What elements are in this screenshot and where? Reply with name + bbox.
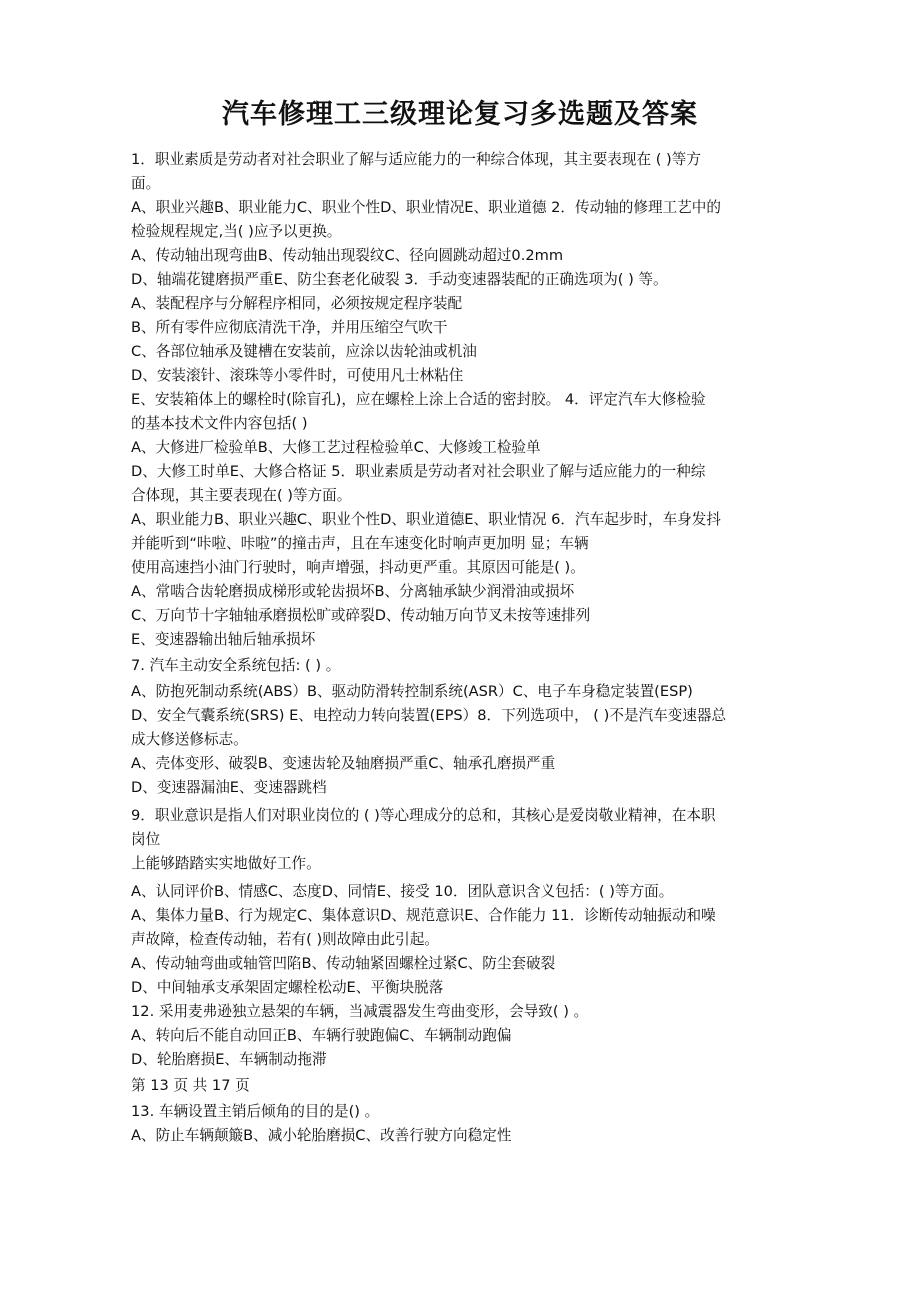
text-line: 的基本技术文件内容包括( ) <box>131 415 308 432</box>
text-line: D、变速器漏油E、变速器跳档 <box>131 779 327 796</box>
text-line: A、壳体变形、破裂B、变速齿轮及轴磨损严重C、轴承孔磨损严重 <box>131 755 556 772</box>
text-line: 使用高速挡小油门行驶时，响声增强，抖动更严重。其原因可能是( )。 <box>131 559 585 576</box>
text-line: 13. 车辆设置主销后倾角的目的是() 。 <box>131 1103 380 1120</box>
text-line: E、变速器输出轴后轴承损坏 <box>131 631 316 648</box>
text-line: D、轴端花键磨损严重E、防尘套老化破裂 3．手动变速器装配的正确选项为( ) 等。 <box>131 271 668 288</box>
text-line: D、大修工时单E、大修合格证 5．职业素质是劳动者对社会职业了解与适应能力的一种综 <box>131 463 706 480</box>
text-line: C、万向节十字轴轴承磨损松旷或碎裂D、传动轴万向节叉未按等速排列 <box>131 607 591 624</box>
text-line: D、轮胎磨损E、车辆制动拖滞 <box>131 1051 327 1068</box>
text-line: A、防止车辆颠簸B、减小轮胎磨损C、改善行驶方向稳定性 <box>131 1127 512 1144</box>
text-line: D、安装滚针、滚珠等小零件时，可使用凡士林粘住 <box>131 367 464 384</box>
text-line: 面。 <box>131 175 161 192</box>
text-line: A、大修进厂检验单B、大修工艺过程检验单C、大修竣工检验单 <box>131 439 541 456</box>
text-line: A、传动轴出现弯曲B、传动轴出现裂纹C、径向圆跳动超过0.2mm <box>131 247 564 264</box>
text-line: 12. 采用麦弗逊独立悬架的车辆，当减震器发生弯曲变形，会导致( ) 。 <box>131 1003 589 1020</box>
text-line: D、中间轴承支承架固定螺栓松动E、平衡块脱落 <box>131 979 444 996</box>
text-line: 上能够踏踏实实地做好工作。 <box>131 855 321 872</box>
text-line: 岗位 <box>131 831 161 848</box>
text-line: 声故障，检查传动轴，若有( )则故障由此引起。 <box>131 931 439 948</box>
text-line: 1．职业素质是劳动者对社会职业了解与适应能力的一种综合体现，其主要表现在 ( )等方 <box>131 151 701 168</box>
text-line: E、安装箱体上的螺栓时(除盲孔)，应在螺栓上涂上合适的密封胶。 4．评定汽车大修检验 <box>131 391 706 408</box>
text-line: 并能听到“咔啦、咔啦”的撞击声，且在车速变化时响声更加明 显；车辆 <box>131 535 589 552</box>
text-line: C、各部位轴承及键槽在安装前，应涂以齿轮油或机油 <box>131 343 477 360</box>
text-line: 9．职业意识是指人们对职业岗位的 ( )等心理成分的总和，其核心是爱岗敬业精神，在本职 <box>131 807 716 824</box>
text-line: A、职业能力B、职业兴趣C、职业个性D、职业道德E、职业情况 6．汽车起步时，车身发抖 <box>131 511 721 528</box>
text-line: A、装配程序与分解程序相同，必须按规定程序装配 <box>131 295 463 312</box>
text-line: 合体现，其主要表现在( )等方面。 <box>131 487 352 504</box>
text-line: D、安全气囊系统(SRS) E、电控动力转向装置(EPS）8．下列选项中， ( )不是汽车变速器总 <box>131 707 727 724</box>
text-line: 检验规程规定,当( )应予以更换。 <box>131 223 342 240</box>
text-line: 成大修送修标志。 <box>131 731 248 748</box>
text-line: A、传动轴弯曲或轴管凹陷B、传动轴紧固螺栓过紧C、防尘套破裂 <box>131 955 556 972</box>
page-number: 第 13 页 共 17 页 <box>131 1077 250 1094</box>
text-line: A、认同评价B、情感C、态度D、同情E、接受 10．团队意识含义包括：( )等方面。 <box>131 883 674 900</box>
text-line: A、常啮合齿轮磨损成梯形或轮齿损坏B、分离轴承缺少润滑油或损坏 <box>131 583 575 600</box>
text-line: A、职业兴趣B、职业能力C、职业个性D、职业情况E、职业道德 2．传动轴的修理工艺中的 <box>131 199 721 216</box>
text-line: A、转向后不能自动回正B、车辆行驶跑偏C、车辆制动跑偏 <box>131 1027 512 1044</box>
text-line: A、防抱死制动系统(ABS）B、驱动防滑转控制系统(ASR）C、电子车身稳定装置(ESP) <box>131 683 693 700</box>
text-line: B、所有零件应彻底清洗干净，并用压缩空气吹干 <box>131 319 448 336</box>
document-title: 汽车修理工三级理论复习多选题及答案 <box>222 99 698 130</box>
text-line: A、集体力量B、行为规定C、集体意识D、规范意识E、合作能力 11．诊断传动轴振动和噪 <box>131 907 716 924</box>
text-line: 7. 汽车主动安全系统包括: ( ) 。 <box>131 657 341 674</box>
